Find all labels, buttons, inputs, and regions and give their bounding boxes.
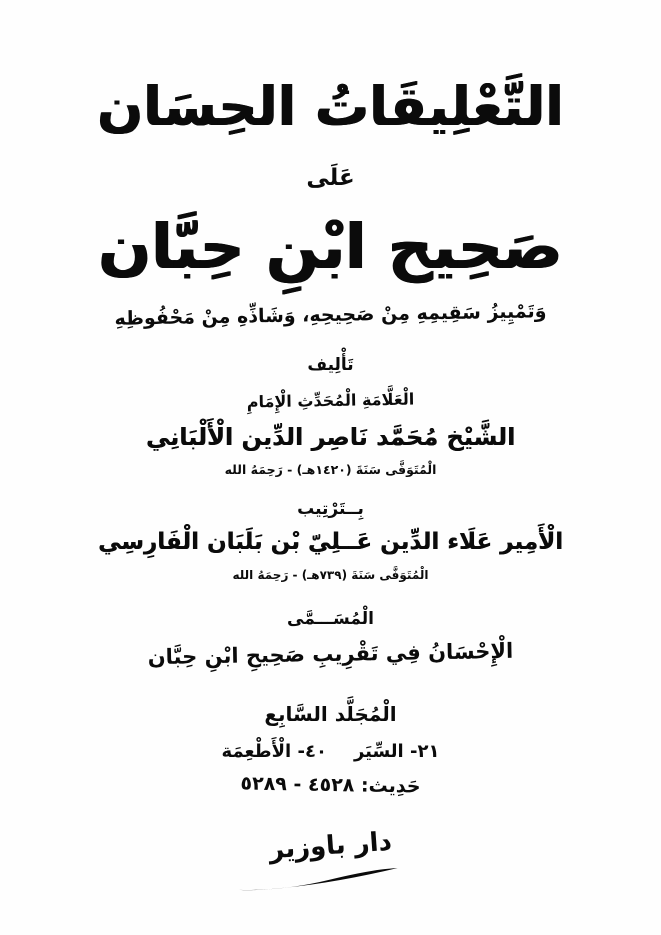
book-title-line2: صَحِيح ابْنِ حِبَّان <box>98 210 563 283</box>
publisher-mark: دار باوزير <box>268 826 393 866</box>
named-label: الْمُسَـــمَّى <box>287 609 374 629</box>
book-title-line1: التَّعْلِيقَاتُ الحِسَان <box>97 75 564 138</box>
subtitle: وَتَمْيِيزُ سَقِيمِهِ مِنْ صَحِيحِهِ، وَشَاذِّهِ مِنْ مَحْفُوظِهِ <box>114 300 547 330</box>
authored-by-label: تَأْلِيف <box>307 355 354 375</box>
alternate-title: الْإِحْسَانُ فِي تَقْرِيبِ صَحِيحِ ابْنِ حِبَّان <box>147 638 514 670</box>
arranger-death-note: الْمُتَوَفَّى سَنَةَ (٧٣٩هـ) - رَحِمَهُ الله <box>232 568 429 582</box>
contents-range: ٢١- السِّيَر ٤٠- الْأَطْعِمَة <box>221 741 440 762</box>
arranged-by-label: بِــتَرْتِيب <box>297 499 364 519</box>
volume-label: الْمُجَلَّد السَّابِع <box>264 702 397 726</box>
author-death-note: الْمُتَوَفَّى سَنَةَ (١٤٢٠هـ) - رَحِمَهُ الله <box>224 462 437 477</box>
arranger-name: الْأَمِير عَلَاء الدِّين عَــلِيّ بْن بَلَبَان الْفَارِسِي <box>97 529 563 555</box>
hadith-range: حَدِيث: ٤٥٢٨ - ٥٢٨٩ <box>240 772 421 798</box>
author-name: الشَّيْخ مُحَمَّد نَاصِر الدِّين الْأَلْبَانِي <box>145 423 516 451</box>
title-connector: عَلَى <box>306 165 355 191</box>
author-honorific: الْعَلَّامَةِ الْمُحَدِّثِ الْإِمَامِ <box>246 389 415 412</box>
